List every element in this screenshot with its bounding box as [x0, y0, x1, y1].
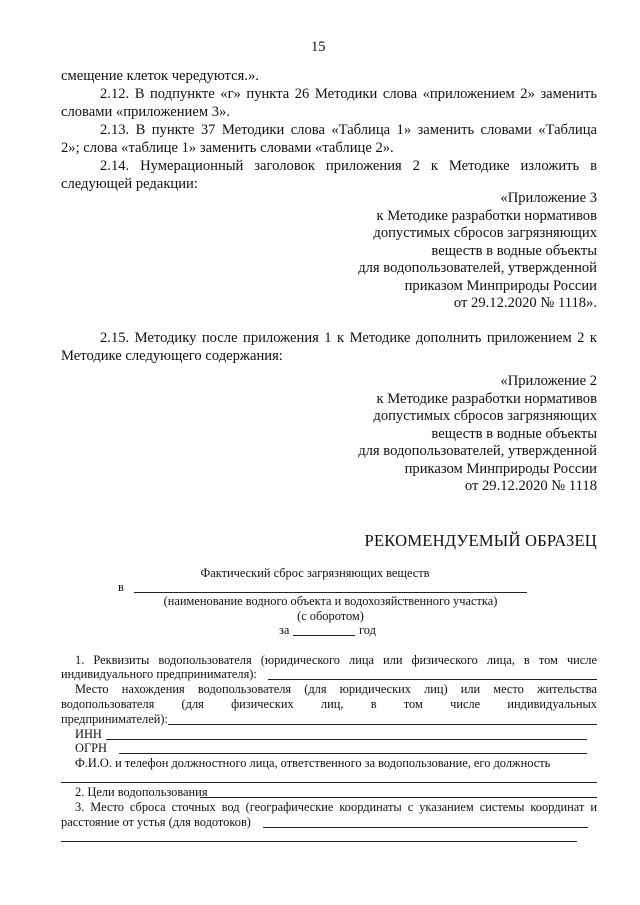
appendix-3-line: веществ в водные объекты — [431, 242, 597, 259]
item-3-line1: 3. Место сброса сточных вод (географические координаты с указанием системы координат и — [75, 800, 597, 814]
appendix-3-line: для водопользователей, утвержденной — [358, 260, 597, 276]
purpose-field[interactable] — [200, 797, 597, 798]
location-line3: предпринимателей): — [61, 712, 168, 726]
paragraph-continuation: смещение клеток чередуются.». — [61, 68, 259, 84]
inn-label: ИНН — [75, 727, 102, 741]
appendix-2-line: приказом Минприроды России — [404, 460, 597, 477]
inn-field[interactable] — [106, 739, 587, 740]
location-line2: водопользователя (для физических лиц, в том числе индивидуальных — [61, 697, 597, 711]
paragraph-2-14-line2: следующей редакции: — [61, 176, 198, 192]
appendix-2-block — [300, 373, 597, 496]
appendix-3-line: к Методике разработки нормативов — [376, 207, 597, 224]
paragraph-2-14-line1: 2.14. Нумерационный заголовок приложения 2 к Методике изложить в — [100, 158, 597, 174]
reverse-note: (с оборотом) — [297, 609, 364, 623]
appendix-3-line: допустимых сбросов загрязняющих — [373, 225, 597, 241]
appendix-2-line: допустимых сбросов загрязняющих — [373, 408, 597, 424]
appendix-3-block — [300, 190, 597, 313]
appendix-3-line: «Приложение 3 — [500, 190, 597, 206]
paragraph-2-12-line1: 2.12. В подпункте «г» пункта 26 Методики слова «приложением 2» заменить — [100, 86, 597, 102]
water-object-prefix: в — [118, 580, 124, 594]
water-object-caption: (наименование водного объекта и водохозяйственного участка) — [163, 594, 498, 608]
appendix-3-line: от 29.12.2020 № 1118». — [453, 295, 597, 311]
discharge-location-field-2[interactable] — [61, 841, 577, 842]
appendix-2-line: к Методике разработки нормативов — [376, 390, 597, 407]
responsible-person-label: Ф.И.О. и телефон должностного лица, ответственного за водопользование, его должность — [75, 756, 551, 770]
water-object-field[interactable] — [134, 592, 527, 593]
requisites-field[interactable] — [268, 679, 597, 680]
item-1-line2: индивидуального предпринимателя): — [61, 667, 257, 681]
appendix-2-line: от 29.12.2020 № 1118 — [464, 478, 597, 494]
item-2-label: 2. Цели водопользования — [75, 785, 208, 799]
appendix-2-line: для водопользователей, утвержденной — [358, 443, 597, 459]
paragraph-2-15-line2: Методике следующего содержания: — [61, 348, 283, 364]
form-title: Фактический сброс загрязняющих веществ — [200, 566, 430, 580]
page-number: 15 — [311, 39, 326, 55]
year-field[interactable] — [293, 635, 355, 636]
year-suffix: год — [359, 623, 376, 637]
item-3-line2: расстояние от устья (для водотоков) — [61, 815, 251, 829]
ogrn-field[interactable] — [119, 753, 587, 754]
recommended-sample-heading: РЕКОМЕНДУЕМЫЙ ОБРАЗЕЦ — [364, 531, 597, 550]
appendix-2-line: «Приложение 2 — [500, 373, 597, 389]
ogrn-label: ОГРН — [75, 741, 107, 755]
location-field[interactable] — [168, 724, 597, 725]
year-prefix: за — [279, 623, 290, 637]
item-1-line1: 1. Реквизиты водопользователя (юридического лица или физического лица, в том числе — [75, 653, 597, 667]
discharge-location-field[interactable] — [263, 827, 588, 828]
responsible-person-field[interactable] — [61, 782, 597, 783]
paragraph-2-13-line2: 2»; слова «таблице 1» заменить словами «таблице 2». — [61, 140, 394, 156]
appendix-2-line: веществ в водные объекты — [431, 425, 597, 442]
appendix-3-line: приказом Минприроды России — [404, 277, 597, 294]
location-line1: Место нахождения водопользователя (для юридических лиц) или место жительства — [75, 682, 597, 696]
paragraph-2-12-line2: словами «приложением 3». — [61, 104, 230, 120]
paragraph-2-13-line1: 2.13. В пункте 37 Методики слова «Таблица 1» заменить словами «Таблица — [100, 122, 597, 138]
paragraph-2-15-line1: 2.15. Методику после приложения 1 к Методике дополнить приложением 2 к — [100, 330, 597, 346]
